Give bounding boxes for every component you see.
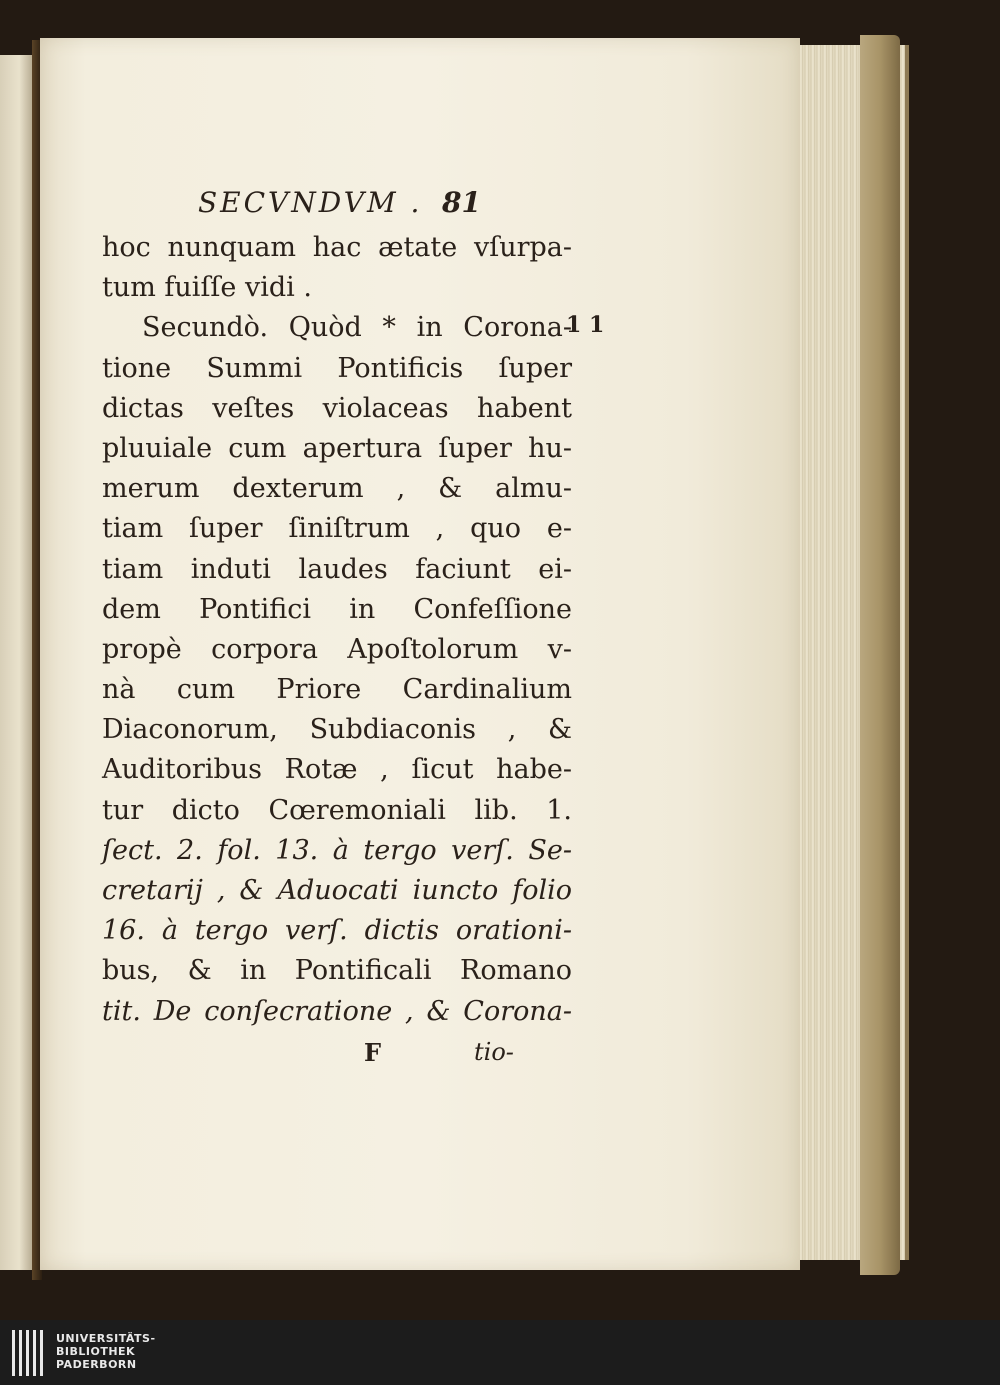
text-line: tione Summi Pontificis ſuper — [102, 352, 572, 384]
text-line: 16. à tergo verſ. dictis orationi- — [102, 915, 572, 947]
text-line: merum dexterum , & almu- — [102, 473, 572, 505]
text-line: tum fuiſſe vidi . — [102, 272, 312, 304]
catchword: tio- — [474, 1038, 514, 1066]
text-line: Secundò. Quòd * in Corona- — [142, 312, 572, 344]
text-line: tit. De conſecratione , & Corona- — [102, 995, 572, 1027]
logo-line-3: PADERBORN — [56, 1358, 137, 1371]
text-line: pluuiale cum apertura ſuper hu- — [102, 432, 572, 464]
margin-note: 1 1 — [566, 312, 605, 338]
library-logo-icon — [12, 1330, 46, 1376]
text-line: bus, & in Pontificali Romano — [102, 955, 572, 987]
body-text — [102, 228, 572, 1032]
page-number: 81 — [442, 186, 481, 219]
text-line: Auditoribus Rotæ , ſicut habe- — [102, 754, 572, 786]
text-line: hoc nunquam hac ætate vſurpa- — [102, 232, 572, 263]
text-line: tur dicto Cœremoniali lib. 1. — [102, 794, 572, 826]
text-line: dem Pontifici in Confeſſione — [102, 593, 572, 625]
left-page-edge — [0, 55, 32, 1270]
running-head-title: SECVNDVM . — [198, 186, 423, 219]
text-line: tiam ſuper ſiniſtrum , quo e- — [102, 513, 572, 545]
text-line: nà cum Priore Cardinalium — [102, 674, 572, 706]
book-cover-edge — [860, 35, 900, 1275]
text-line: propè corpora Apoſtolorum v- — [102, 633, 572, 665]
text-line: Diaconorum, Subdiaconis , & — [102, 714, 572, 746]
text-line: dictas veſtes violaceas habent — [102, 392, 572, 424]
running-head — [102, 178, 572, 228]
logo-line-2: BIBLIOTHEK — [56, 1345, 136, 1358]
library-logo-text — [56, 1332, 156, 1371]
text-line: ſect. 2. fol. 13. à tergo verſ. Se- — [102, 834, 572, 866]
logo-line-1: UNIVERSITÄTS- — [56, 1332, 156, 1345]
page-footer — [102, 1038, 572, 1078]
library-footer — [0, 1320, 1000, 1385]
text-line: tiam induti laudes faciunt ei- — [102, 553, 572, 585]
signature-mark: F — [364, 1038, 382, 1067]
text-line: cretarij , & Aduocati iuncto folio — [102, 875, 572, 906]
text-block — [102, 178, 572, 1032]
